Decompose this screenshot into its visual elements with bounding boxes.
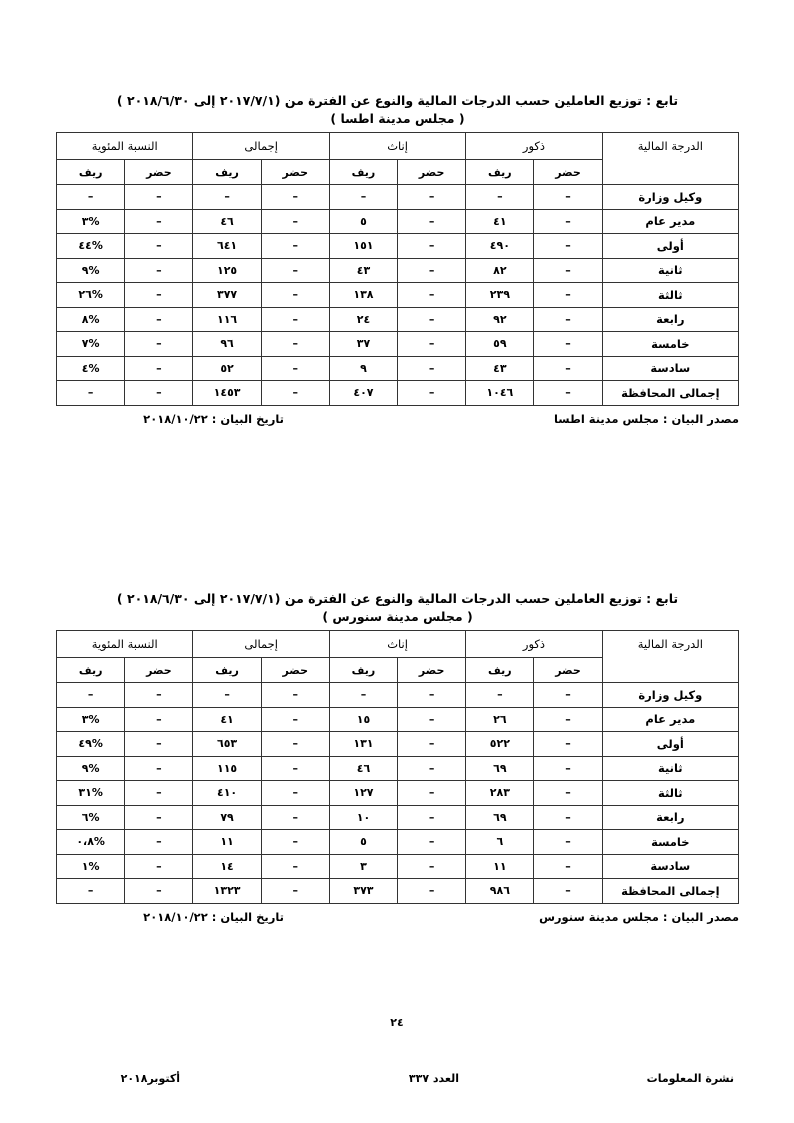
table-row [57,707,739,732]
value-cell: ٩ [329,356,397,381]
value-cell: ١١ [193,830,261,855]
value-cell: – [261,854,329,879]
table-row [57,209,739,234]
table-row [57,332,739,357]
value-cell: – [534,283,602,308]
value-cell: – [125,307,193,332]
grade-cell: ثانية [602,756,738,781]
value-cell: ٥٢ [193,356,261,381]
value-cell: %٦ [57,805,125,830]
data-date: تاريخ البيان : ٢٠١٨/١٠/٢٢ [143,411,284,426]
footer-publication: نشرة المعلومات [646,1072,734,1085]
urban-header: حضر [398,160,466,185]
value-cell: – [398,332,466,357]
grade-cell: مدير عام [602,707,738,732]
table-row [57,732,739,757]
value-cell: ٦٥٣ [193,732,261,757]
male-header: ذكور [466,133,602,160]
footer-date: أكتوبر٢٠١٨ [120,1072,180,1085]
female-header: إناث [329,631,465,658]
percent-header: النسبة المئوية [57,631,193,658]
value-cell: ١٥ [329,707,397,732]
table-row [57,381,739,406]
value-cell: ٤٣ [329,258,397,283]
value-cell: – [398,830,466,855]
grade-cell: أولى [602,234,738,259]
data-date: تاريخ البيان : ٢٠١٨/١٠/٢٢ [143,909,284,924]
table-subtitle: ( مجلس مدينة اطسا ) [330,111,465,126]
grade-cell: سادسة [602,854,738,879]
grade-cell: وكيل وزارة [602,683,738,708]
grade-cell: وكيل وزارة [602,185,738,210]
value-cell: ٩٦ [193,332,261,357]
value-cell: ٤٦ [193,209,261,234]
rural-header: ريف [57,658,125,683]
rural-header: ريف [329,658,397,683]
rural-header: ريف [466,658,534,683]
value-cell: ٥ [329,209,397,234]
value-cell: – [261,879,329,904]
value-cell: – [534,854,602,879]
value-cell: %٢٦ [57,283,125,308]
grade-cell: ثانية [602,258,738,283]
value-cell: %٨ [57,307,125,332]
value-cell: – [261,381,329,406]
table-row [57,258,739,283]
value-cell: – [534,879,602,904]
value-cell: ٤٩٠ [466,234,534,259]
table-title: تابع : توزيع العاملين حسب الدرجات المالية والنوع عن الفترة من (٢٠١٧/٧/١ إلى ٢٠١٨/٦/٣٠ ) [116,591,679,606]
table-row [57,805,739,830]
grade-cell: خامسة [602,332,738,357]
value-cell: – [398,854,466,879]
value-cell: ١١ [466,854,534,879]
value-cell: – [534,781,602,806]
value-cell: – [398,683,466,708]
value-cell: %٩ [57,258,125,283]
value-cell: – [261,258,329,283]
grade-cell: رابعة [602,307,738,332]
value-cell: ٤١٠ [193,781,261,806]
value-cell: ٩٨٦ [466,879,534,904]
grade-cell: إجمالى المحافظة [602,879,738,904]
value-cell: – [534,185,602,210]
value-cell: ٤١ [466,209,534,234]
value-cell: – [261,707,329,732]
value-cell: – [261,356,329,381]
value-cell: ٥ [329,830,397,855]
value-cell: – [261,830,329,855]
value-cell: – [329,185,397,210]
urban-header: حضر [398,658,466,683]
value-cell: – [125,332,193,357]
value-cell: ٦٩ [466,805,534,830]
grade-header: الدرجة المالية [602,631,738,683]
table-body [57,683,739,904]
value-cell: – [261,234,329,259]
value-cell: – [57,683,125,708]
value-cell: – [125,381,193,406]
footer-issue: العدد ٣٣٧ [408,1072,459,1085]
male-header: ذكور [466,631,602,658]
female-header: إناث [329,133,465,160]
rural-header: ريف [329,160,397,185]
value-cell: ١٢٧ [329,781,397,806]
table-subtitle: ( مجلس مدينة سنورس ) [322,609,473,624]
value-cell: – [534,209,602,234]
value-cell: – [261,283,329,308]
percent-header: النسبة المئوية [57,133,193,160]
value-cell: %٤ [57,356,125,381]
value-cell: ٣٧٣ [329,879,397,904]
value-cell: ١٤ [193,854,261,879]
value-cell: – [398,234,466,259]
value-cell: ٤١ [193,707,261,732]
value-cell: – [398,805,466,830]
value-cell: %٤٤ [57,234,125,259]
value-cell: ٤٦ [329,756,397,781]
value-cell: – [125,356,193,381]
value-cell: ٢٨٣ [466,781,534,806]
value-cell: ٩٢ [466,307,534,332]
table-row [57,879,739,904]
value-cell: – [398,707,466,732]
table-row [57,781,739,806]
value-cell: – [398,307,466,332]
value-cell: – [534,381,602,406]
value-cell: ١١٥ [193,756,261,781]
rural-header: ريف [193,658,261,683]
table-row [57,756,739,781]
value-cell: ٣٧ [329,332,397,357]
value-cell: – [261,683,329,708]
value-cell: – [398,781,466,806]
value-cell: – [398,356,466,381]
value-cell: – [534,830,602,855]
grade-cell: ثالثة [602,781,738,806]
value-cell: – [261,805,329,830]
value-cell: – [398,732,466,757]
value-cell: – [57,185,125,210]
value-cell: ١٥١ [329,234,397,259]
table-row [57,830,739,855]
source-line [56,412,739,430]
value-cell: ١٣٨ [329,283,397,308]
value-cell: – [534,732,602,757]
total-header: إجمالى [193,631,329,658]
value-cell: – [534,332,602,357]
value-cell: ١٤٥٣ [193,381,261,406]
value-cell: – [534,707,602,732]
grade-header: الدرجة المالية [602,133,738,185]
page-number: ٢٤ [390,1016,404,1029]
value-cell: – [261,756,329,781]
value-cell: – [125,756,193,781]
table-row [57,307,739,332]
urban-header: حضر [261,160,329,185]
value-cell: – [125,805,193,830]
value-cell: %٧ [57,332,125,357]
value-cell: – [466,683,534,708]
value-cell: ٢٤ [329,307,397,332]
value-cell: – [534,307,602,332]
value-cell: – [125,781,193,806]
value-cell: %٠،٨ [57,830,125,855]
table-row [57,854,739,879]
urban-header: حضر [261,658,329,683]
value-cell: %١ [57,854,125,879]
grade-cell: إجمالى المحافظة [602,381,738,406]
rural-header: ريف [57,160,125,185]
value-cell: ٤٣ [466,356,534,381]
value-cell: %٩ [57,756,125,781]
value-cell: ٥٢٢ [466,732,534,757]
value-cell: – [261,781,329,806]
value-cell: – [193,185,261,210]
value-cell: ٦٩ [466,756,534,781]
value-cell: ١٣١ [329,732,397,757]
data-source: مصدر البيان : مجلس مدينة سنورس [539,909,739,924]
value-cell: – [261,185,329,210]
value-cell: – [261,209,329,234]
value-cell: ٢٣٩ [466,283,534,308]
grade-cell: خامسة [602,830,738,855]
value-cell: ٢٦ [466,707,534,732]
table-row [57,683,739,708]
value-cell: ٨٢ [466,258,534,283]
table-row [57,185,739,210]
value-cell: – [534,683,602,708]
value-cell: ١٠٤٦ [466,381,534,406]
value-cell: – [261,307,329,332]
value-cell: – [398,879,466,904]
value-cell: – [261,732,329,757]
urban-header: حضر [125,160,193,185]
value-cell: – [466,185,534,210]
table-section-sinnuris [56,590,739,928]
value-cell: – [534,234,602,259]
value-cell: ٣ [329,854,397,879]
value-cell: %٤٩ [57,732,125,757]
value-cell: – [398,756,466,781]
value-cell: ٦٤١ [193,234,261,259]
data-table [56,132,739,406]
source-line [56,910,739,928]
value-cell: – [534,356,602,381]
value-cell: %٣ [57,209,125,234]
value-cell: – [398,283,466,308]
data-source: مصدر البيان : مجلس مدينة اطسا [553,411,739,426]
value-cell: – [398,258,466,283]
value-cell: – [57,381,125,406]
grade-cell: أولى [602,732,738,757]
table-title: تابع : توزيع العاملين حسب الدرجات المالية والنوع عن الفترة من (٢٠١٧/٧/١ إلى ٢٠١٨/٦/٣٠ ) [116,93,679,108]
table-section-etsa [56,92,739,430]
grade-cell: مدير عام [602,209,738,234]
urban-header: حضر [125,658,193,683]
value-cell: – [57,879,125,904]
value-cell: – [125,830,193,855]
table-row [57,283,739,308]
value-cell: – [125,707,193,732]
value-cell: – [261,332,329,357]
value-cell: – [125,732,193,757]
value-cell: ٤٠٧ [329,381,397,406]
value-cell: – [534,258,602,283]
value-cell: – [125,854,193,879]
table-body [57,185,739,406]
value-cell: – [125,185,193,210]
value-cell: – [398,185,466,210]
value-cell: %٣ [57,707,125,732]
urban-header: حضر [534,658,602,683]
value-cell: ٥٩ [466,332,534,357]
value-cell: – [534,756,602,781]
table-row [57,356,739,381]
data-table [56,630,739,904]
value-cell: – [125,879,193,904]
value-cell: ٧٩ [193,805,261,830]
value-cell: ٣٧٧ [193,283,261,308]
grade-cell: رابعة [602,805,738,830]
total-header: إجمالى [193,133,329,160]
rural-header: ريف [193,160,261,185]
value-cell: – [125,683,193,708]
value-cell: – [193,683,261,708]
value-cell: ١٣٢٣ [193,879,261,904]
value-cell: – [534,805,602,830]
value-cell: ١١٦ [193,307,261,332]
value-cell: – [398,381,466,406]
rural-header: ريف [466,160,534,185]
value-cell: ٦ [466,830,534,855]
table-row [57,234,739,259]
value-cell: – [125,258,193,283]
value-cell: ١٢٥ [193,258,261,283]
value-cell: %٣١ [57,781,125,806]
grade-cell: سادسة [602,356,738,381]
value-cell: – [125,209,193,234]
value-cell: – [125,283,193,308]
value-cell: – [125,234,193,259]
urban-header: حضر [534,160,602,185]
grade-cell: ثالثة [602,283,738,308]
value-cell: – [329,683,397,708]
value-cell: ١٠ [329,805,397,830]
value-cell: – [398,209,466,234]
